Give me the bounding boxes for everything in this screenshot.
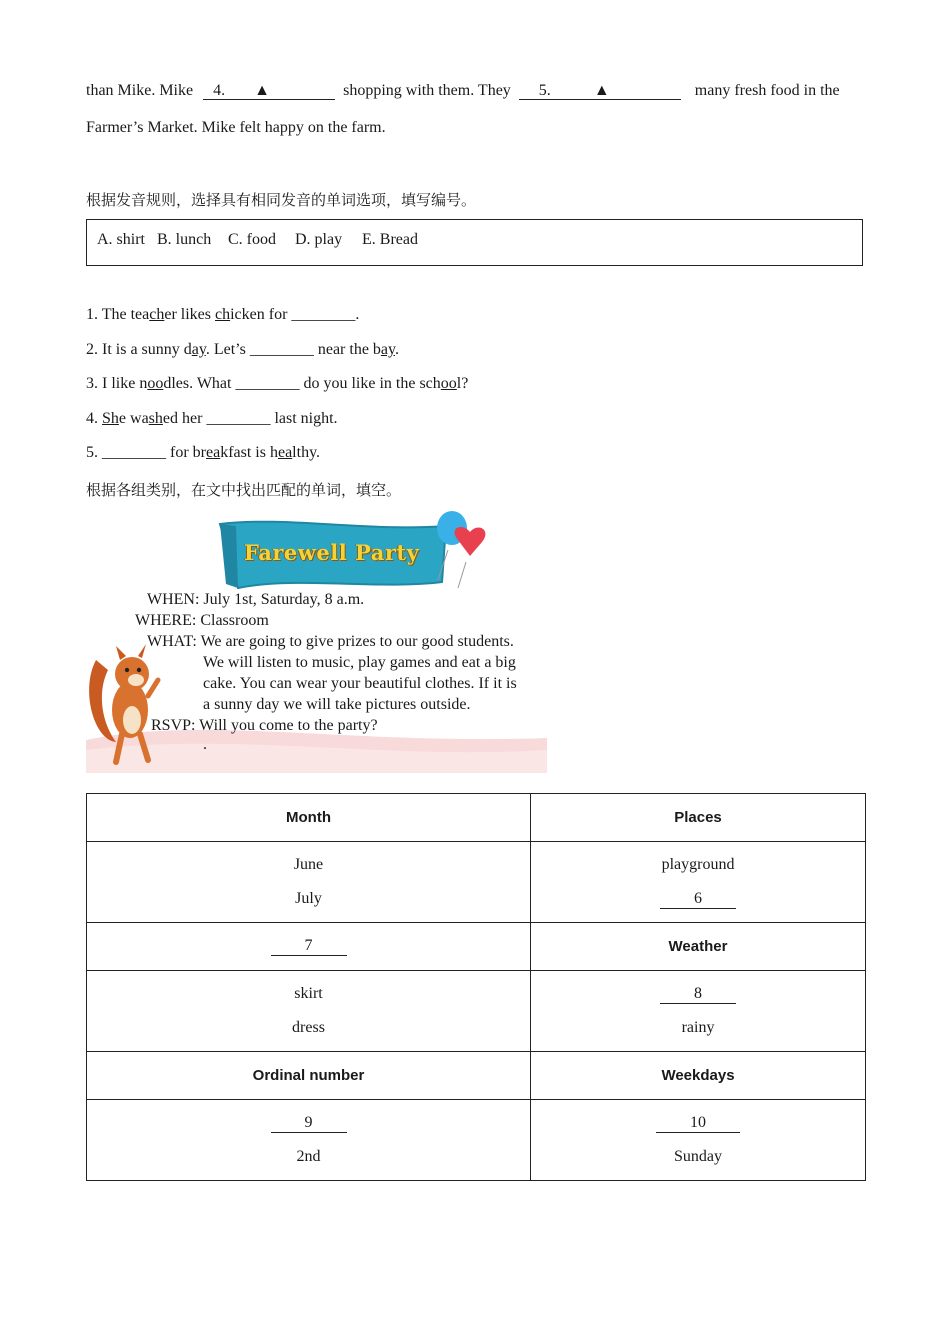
poster-where: WHERE: Classroom (135, 612, 269, 629)
category-instruction: 根据各组类别，在文中找出匹配的单词，填空。 (86, 481, 402, 499)
question-1: 1. The teacher likes chicken for ________. (86, 306, 360, 323)
passage-line-1: than Mike. Mike 4. ▲ shopping with them. They 5. ▲ many fresh food in the (86, 82, 840, 99)
answer-blank-6[interactable]: 6 (660, 890, 736, 909)
answer-blank-2[interactable]: ________ (249, 341, 314, 358)
red-heart-balloon-icon (455, 527, 486, 556)
answer-blank-10[interactable]: 10 (656, 1114, 740, 1133)
table-row (87, 794, 866, 842)
cell-rainy: rainy (681, 1019, 715, 1036)
blank-5[interactable]: 5. ▲ (519, 82, 681, 100)
table-row (87, 923, 866, 971)
poster-dot: . (203, 736, 207, 753)
question-5: 5. ________ for breakfast is healthy. (86, 444, 321, 461)
header-weather: Weather (531, 923, 866, 971)
answer-blank-8[interactable]: 8 (660, 985, 736, 1004)
answer-blank-3[interactable]: ________ (235, 375, 300, 392)
answer-blank-1[interactable]: ________ (291, 306, 356, 323)
table-row (87, 1100, 866, 1181)
cell-june: June (293, 856, 324, 873)
question-2: 2. It is a sunny day. Let’s ________ near the bay. (86, 341, 399, 358)
poster-what-1: WHAT: We are going to give prizes to our good students. (147, 633, 514, 650)
poster-rsvp: RSVP: Will you come to the party? (151, 717, 378, 734)
poster-when: WHEN: July 1st, Saturday, 8 a.m. (147, 591, 365, 608)
option-a: A. shirt (97, 231, 145, 248)
option-c: C. food (228, 231, 276, 248)
table-row (87, 842, 866, 923)
header-places: Places (531, 794, 866, 842)
cell-playground: playground (661, 856, 735, 873)
header-weekdays: Weekdays (531, 1052, 866, 1100)
option-e: E. Bread (362, 231, 418, 248)
farewell-party-poster (86, 510, 547, 773)
header-ordinal-number: Ordinal number (87, 1052, 531, 1100)
cell-skirt: skirt (294, 985, 323, 1002)
answer-blank-5[interactable]: ________ (102, 444, 166, 461)
cell-july: July (295, 890, 322, 907)
answer-blank-9[interactable]: 9 (271, 1114, 347, 1133)
cell-2nd: 2nd (296, 1148, 321, 1165)
passage-line-2: Farmer’s Market. Mike felt happy on the farm. (86, 119, 386, 136)
table-row (87, 971, 866, 1052)
option-b: B. lunch (157, 231, 212, 248)
cell-dress: dress (292, 1019, 325, 1036)
option-d: D. play (295, 231, 343, 248)
cell-sunday: Sunday (674, 1148, 722, 1165)
poster-what-3: cake. You can wear your beautiful clothes. If it is (203, 675, 517, 692)
phonics-instruction: 根据发音规则，选择具有相同发音的单词选项，填写编号。 (86, 191, 477, 209)
blank-4[interactable]: 4. ▲ (203, 82, 335, 100)
answer-blank-4[interactable]: ________ (206, 410, 271, 427)
options-box (86, 219, 863, 266)
banner-title: Farewell Party (244, 540, 420, 565)
question-3: 3. I like noodles. What ________ do you like in the school? (86, 375, 469, 392)
poster-what-2: We will listen to music, play games and eat a big (203, 654, 516, 671)
category-table (86, 793, 866, 1181)
question-4: 4. She washed her ________ last night. (86, 410, 338, 427)
answer-blank-7[interactable]: 7 (271, 937, 347, 956)
header-month: Month (87, 794, 531, 842)
table-row (87, 1052, 866, 1100)
poster-what-4: a sunny day we will take pictures outside. (203, 696, 471, 713)
